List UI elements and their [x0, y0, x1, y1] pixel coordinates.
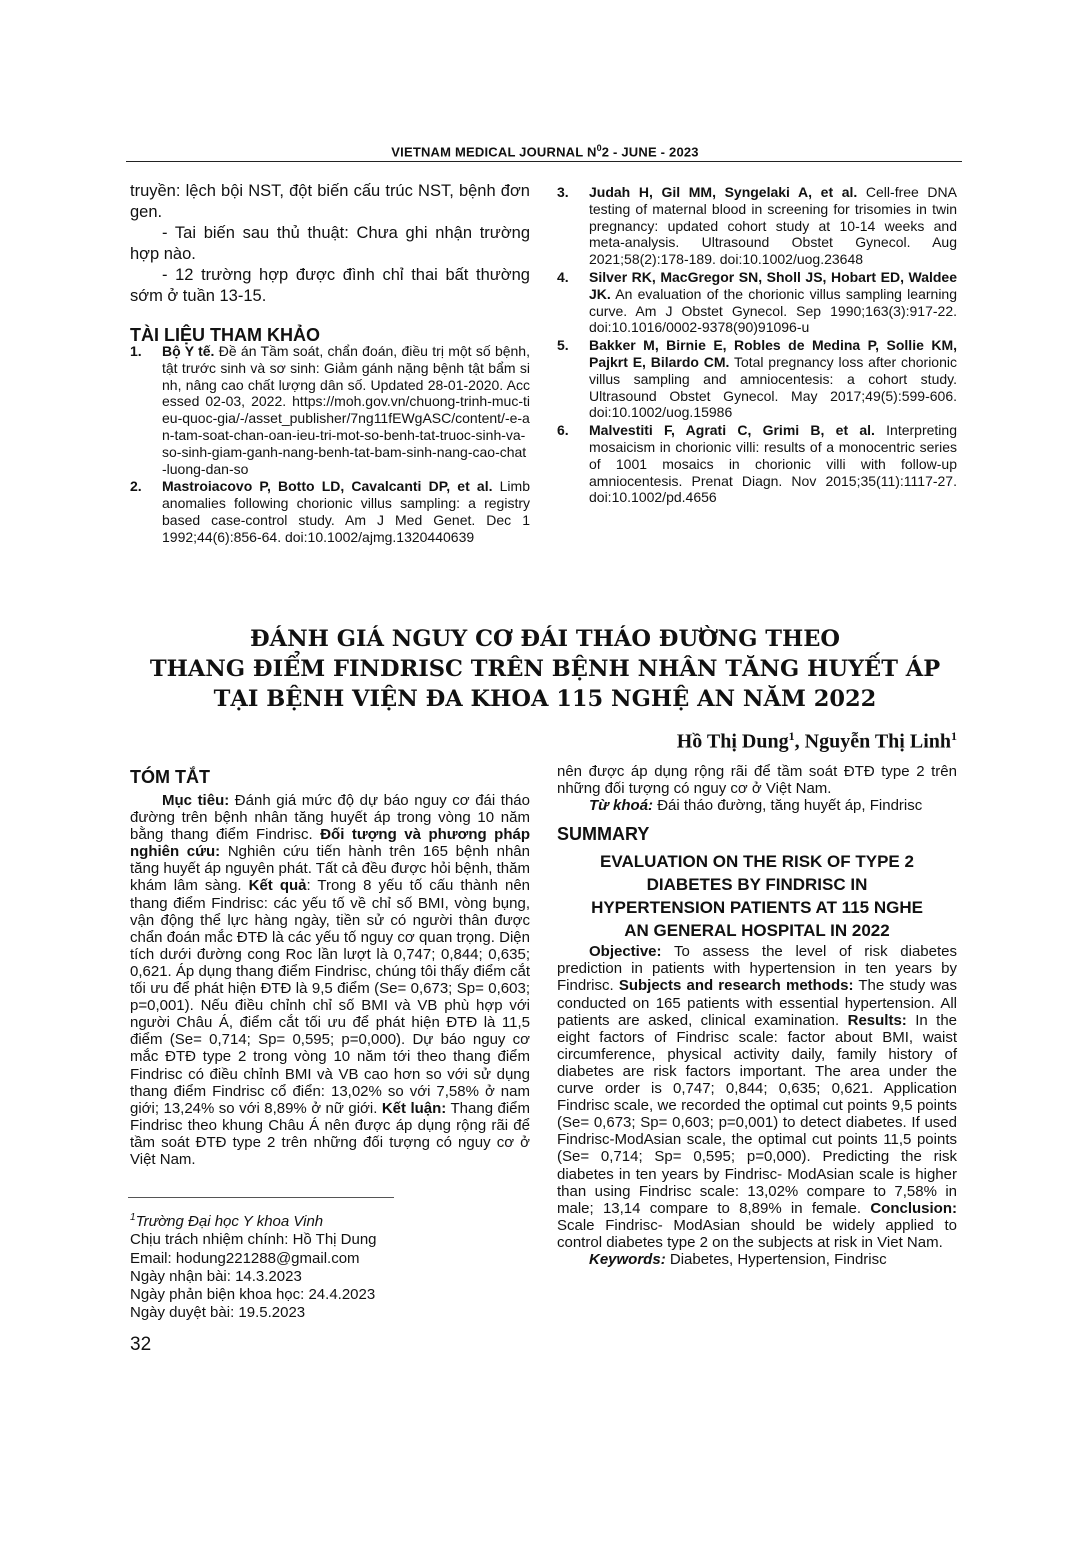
reference-number: 1.	[130, 343, 142, 359]
article-title-line: TẠI BỆNH VIỆN ĐA KHOA 115 NGHỆ AN NĂM 2022	[213, 686, 877, 712]
footnote-rule	[128, 1197, 394, 1198]
affiliation-line	[130, 1209, 530, 1231]
accepted-date: Ngày duyệt bài: 19.5.2023	[130, 1304, 306, 1322]
reference-number: 6.	[557, 422, 569, 439]
reference-number: 3.	[557, 184, 569, 200]
reference-citation: An evaluation of the chorionic villus sampling learning curve. Am J Obstet Gynecol. Sep 1990;163(3):917-22. doi:10.1016/0002-9378(90)91096-u	[589, 285, 957, 336]
summary-results-label: Results:	[847, 1011, 907, 1029]
affiliation-sup: 1	[130, 1212, 136, 1223]
summary-title-line: DIABETES BY FINDRISC IN	[646, 875, 868, 895]
complication-paragraph: - Tai biến sau thủ thuật: Chưa ghi nhận trường hợp nào.	[130, 224, 530, 263]
reference-authors: Judah H, Gil MM, Syngelaki A, et al.	[589, 184, 858, 200]
reference-item	[130, 343, 530, 477]
reference-authors: Silver RK, MacGregor SN, Sholl JS, Hobart ED, Waldee JK.	[589, 268, 957, 302]
continued-paragraph: truyền: lệch bội NST, đột biến cấu trúc NST, bệnh đơn gen.	[130, 182, 530, 221]
author-separator: ,	[794, 730, 805, 753]
summary-title-line: AN GENERAL HOSPITAL IN 2022	[624, 921, 890, 941]
header-rule	[126, 161, 962, 162]
reference-authors: Malvestiti F, Agrati C, Grimi B, et al.	[589, 422, 875, 439]
keywords-vn	[557, 797, 957, 814]
abstract-heading: TÓM TẮT	[130, 767, 210, 787]
objective-text: Đánh giá mức độ dự báo nguy cơ đái tháo đường trên bệnh nhân tăng huyết áp trong vòng 10 năm bằng thang điểm Findrisc.	[130, 792, 530, 844]
reference-text	[589, 184, 957, 268]
article-title	[0, 624, 1090, 714]
journal-header-prefix: VIETNAM MEDICAL JOURNAL N	[391, 144, 597, 160]
abstract-body	[130, 792, 530, 1168]
reference-number: 4.	[557, 268, 569, 285]
references-left	[130, 343, 530, 547]
reference-citation: Total pregnancy loss after chorionic villus sampling and amniocentesis: a cohort study. Ultrasound Obstet Gynecol. May 2017;49(5):599-606. doi:10.1002/uog.15986	[589, 353, 957, 421]
summary-conclusion-text: Scale Findrisc- ModAsian should be widely applied to control diabetes type 2 on the subjects at risk in Viet Nam.	[557, 1216, 957, 1251]
results-text: : Trong 8 yếu tố cấu thành nên thang điểm Findrisc: các yếu tố về chỉ số BMI, vòng bụng, vận động thể lực hàng ngày, tiền sử có người thân được chẩn đoán mắc ĐTĐ là các yếu tố nguy cơ quan trọng. Diện tích dưới đường cong Roc lần lượt là 0,747; 0,844; 0,635; 0,621. Áp dụng thang điểm Findrisc, chúng tôi thấy điểm cắt tối ưu để phát hiện ĐTĐ là 9,5 điểm (Se= 0,673; Sp= 0,603; p=0,001). Nếu điều chỉnh chỉ số BMI và VB phù hợp với người Châu Á, điểm cắt tối ưu để phát hiện ĐTĐ là 11,5 điểm (Se= 0,714; Sp= 0,595; p=0,000). Dự báo nguy cơ mắc ĐTĐ type 2 trong vòng 10 năm tới theo thang điểm Findrisc có điều chỉnh BMI và VB cao hơn so với sử dụng thang điểm Findrisc cổ điển: 13,02% so với 7,58% ở nam giới; 13,24% so với 8,89% ở nữ giới.	[130, 877, 530, 1117]
received-date: Ngày nhận bài: 14.3.2023	[130, 1267, 302, 1285]
affiliation-name: Trường Đại học Y khoa Vinh	[135, 1213, 324, 1230]
summary-title-line: EVALUATION ON THE RISK OF TYPE 2	[600, 852, 914, 872]
reference-authors: Bakker M, Birnie E, Robles de Medina P, Sollie KM, Pajkrt E, Bilardo CM.	[589, 337, 957, 370]
termination-paragraph: - 12 trường hợp được đình chỉ thai bất thường sớm ở tuần 13-15.	[130, 266, 530, 305]
keywords-vn-label: Từ khoá:	[589, 797, 654, 815]
journal-header-suffix: 2 - JUNE - 2023	[601, 144, 699, 160]
references-right	[557, 184, 957, 507]
methods-label: Đối tượng và phương pháp nghiên cứu:	[130, 826, 531, 861]
summary-title-line: HYPERTENSION PATIENTS AT 115 NGHE	[591, 898, 923, 918]
summary-objective-label: Objective:	[589, 943, 662, 961]
article-authors	[677, 729, 957, 754]
conclusion-text: Thang điểm Findrisc theo khung Châu Á nên được áp dụng rộng rãi để tầm soát ĐTĐ type 2 trên những đối tượng có nguy cơ ở Việt Nam.	[130, 1099, 531, 1168]
summary-subjects-text: The study was conducted on 165 patients with essential hypertension. All patients are asked, clinical examination.	[557, 977, 958, 1029]
reference-citation: Đề án Tầm soát, chẩn đoán, điều trị một số bệnh, tật trước sinh và sơ sinh: Giảm gánh nặng bệnh tật bẩm sinh, nâng cao chất lượng dân số. Updated 28-01-2020. Accessed 02-03, 2022. https://moh.gov.vn/chuong-trinh-muc-tieu-quoc-gia/-/asset_publisher/7ng11fEWgASC/content/-e-an-tam-soat-chan-oan-ieu-tri-mot-so-benh-tat-truoc-sinh-va-so-sinh-giam-ganh-nang-benh-tat-bam-sinh-nang-cao-chat-luong-dan-so	[162, 343, 530, 477]
journal-header-sup: 0	[596, 143, 602, 153]
reference-item	[557, 269, 957, 336]
author-name: Nguyễn Thị Linh	[804, 730, 951, 753]
review-date: Ngày phản biện khoa học: 24.4.2023	[130, 1286, 376, 1304]
summary-heading: SUMMARY	[557, 824, 650, 845]
summary-conclusion-label: Conclusion:	[870, 1199, 957, 1217]
article-title-line: ĐÁNH GIÁ NGUY CƠ ĐÁI THÁO ĐƯỜNG THEO	[249, 626, 841, 652]
reference-item	[557, 184, 957, 268]
reference-text	[589, 422, 957, 506]
reference-citation: Interpreting mosaicism in chorionic villi: results of a monocentric series of 1001 mosaics in chorionic villi with follow-up amniocentesis. Prenat Diagn. Nov 2015;35(11):1117-27. doi:10.1002/pd.4656	[589, 422, 957, 506]
summary-keywords	[557, 1251, 957, 1268]
corresponding-author: Chịu trách nhiệm chính: Hồ Thị Dung	[130, 1231, 377, 1249]
summary-title	[557, 851, 957, 942]
author-affiliation-sup: 1	[788, 729, 795, 743]
summary-keywords-label: Keywords:	[589, 1250, 666, 1268]
abstract-vietnamese	[130, 767, 530, 1168]
author-name: Hồ Thị Dung	[676, 730, 789, 753]
reference-text	[589, 337, 957, 421]
article-title-line: THANG ĐIỂM FINDRISC TRÊN BỆNH NHÂN TĂNG HUYẾT ÁP	[149, 656, 941, 682]
summary-body	[557, 943, 957, 1251]
reference-number: 5.	[557, 337, 569, 354]
abstract-continuation: nên được áp dụng rộng rãi để tầm soát ĐTĐ type 2 trên những đối tượng có nguy cơ ở Việt Nam.	[557, 763, 957, 798]
reference-number: 2.	[130, 478, 142, 495]
reference-text	[162, 478, 530, 545]
page-number: 32	[130, 1334, 152, 1355]
reference-item	[130, 478, 530, 545]
reference-item	[557, 422, 957, 506]
author-email: Email: hodung221288@gmail.com	[130, 1249, 360, 1267]
top-left-column	[130, 181, 530, 350]
methods-text: Nghiên cứu tiến hành trên 165 bệnh nhân tăng huyết áp nguyên phát. Tất cả đều được hỏi bệnh, thăm khám lâm sàng.	[130, 843, 530, 895]
author-affiliation-sup: 1	[951, 729, 957, 743]
reference-text	[162, 343, 530, 477]
reference-authors: Bộ Y tế.	[162, 343, 215, 359]
reference-citation: Limb anomalies following chorionic villus sampling: a registry based case-control study. Am J Med Genet. Dec 1 1992;44(6):856-64. doi:10.1002/ajmg.1320440639	[162, 478, 530, 545]
journal-header	[0, 143, 1090, 159]
summary-objective-text: To assess the level of risk diabetes prediction in patients with hypertension in ten years by Findrisc.	[557, 943, 957, 995]
footnote	[130, 1209, 530, 1323]
abstract-right-column	[557, 763, 957, 1268]
summary-subjects-label: Subjects and research methods:	[618, 977, 854, 995]
reference-authors: Mastroiacovo P, Botto LD, Cavalcanti DP, et al.	[162, 478, 493, 495]
references-heading: TÀI LIỆU THAM KHẢO	[130, 325, 320, 345]
keywords-vn-text: Đái tháo đường, tăng huyết áp, Findrisc	[653, 797, 923, 815]
objective-label: Mục tiêu:	[162, 792, 230, 809]
reference-item	[557, 337, 957, 421]
reference-text	[589, 269, 957, 336]
conclusion-label: Kết luận:	[381, 1099, 447, 1117]
results-label: Kết quả	[248, 877, 307, 895]
reference-citation: Cell-free DNA testing of maternal blood in screening for trisomies in twin pregnancy: updated cohort study at 10-14 weeks and meta-analysis. Ultrasound Obstet Gynecol. Aug 2021;58(2):178-189. doi:10.1002/uog.23648	[589, 184, 957, 268]
summary-results-text: In the eight factors of Findrisc scale: factor about BMI, waist circumference, physical activity daily, family history of diabetes are risk factors important. The area under the curve order is 0,747; 0,844; 0,635; 0,621. Application Findrisc scale, we recorded the optimal cut points 9,5 points (Se= 0,673; Sp= 0,603; p=0,001) to detect diabetes. If used Findrisc-ModAsian scale, the optimal cut points 11,5 points (Se= 0,714; Sp= 0,595; p=0,000). Predicting the risk diabetes in ten years by Findrisc- ModAsian scale is higher than using Findrisc scale: 13,02% compare to 7,58% in male; 13,14 compare to 8,89% in female.	[557, 1011, 958, 1217]
summary-keywords-text: Diabetes, Hypertension, Findrisc	[665, 1250, 887, 1268]
